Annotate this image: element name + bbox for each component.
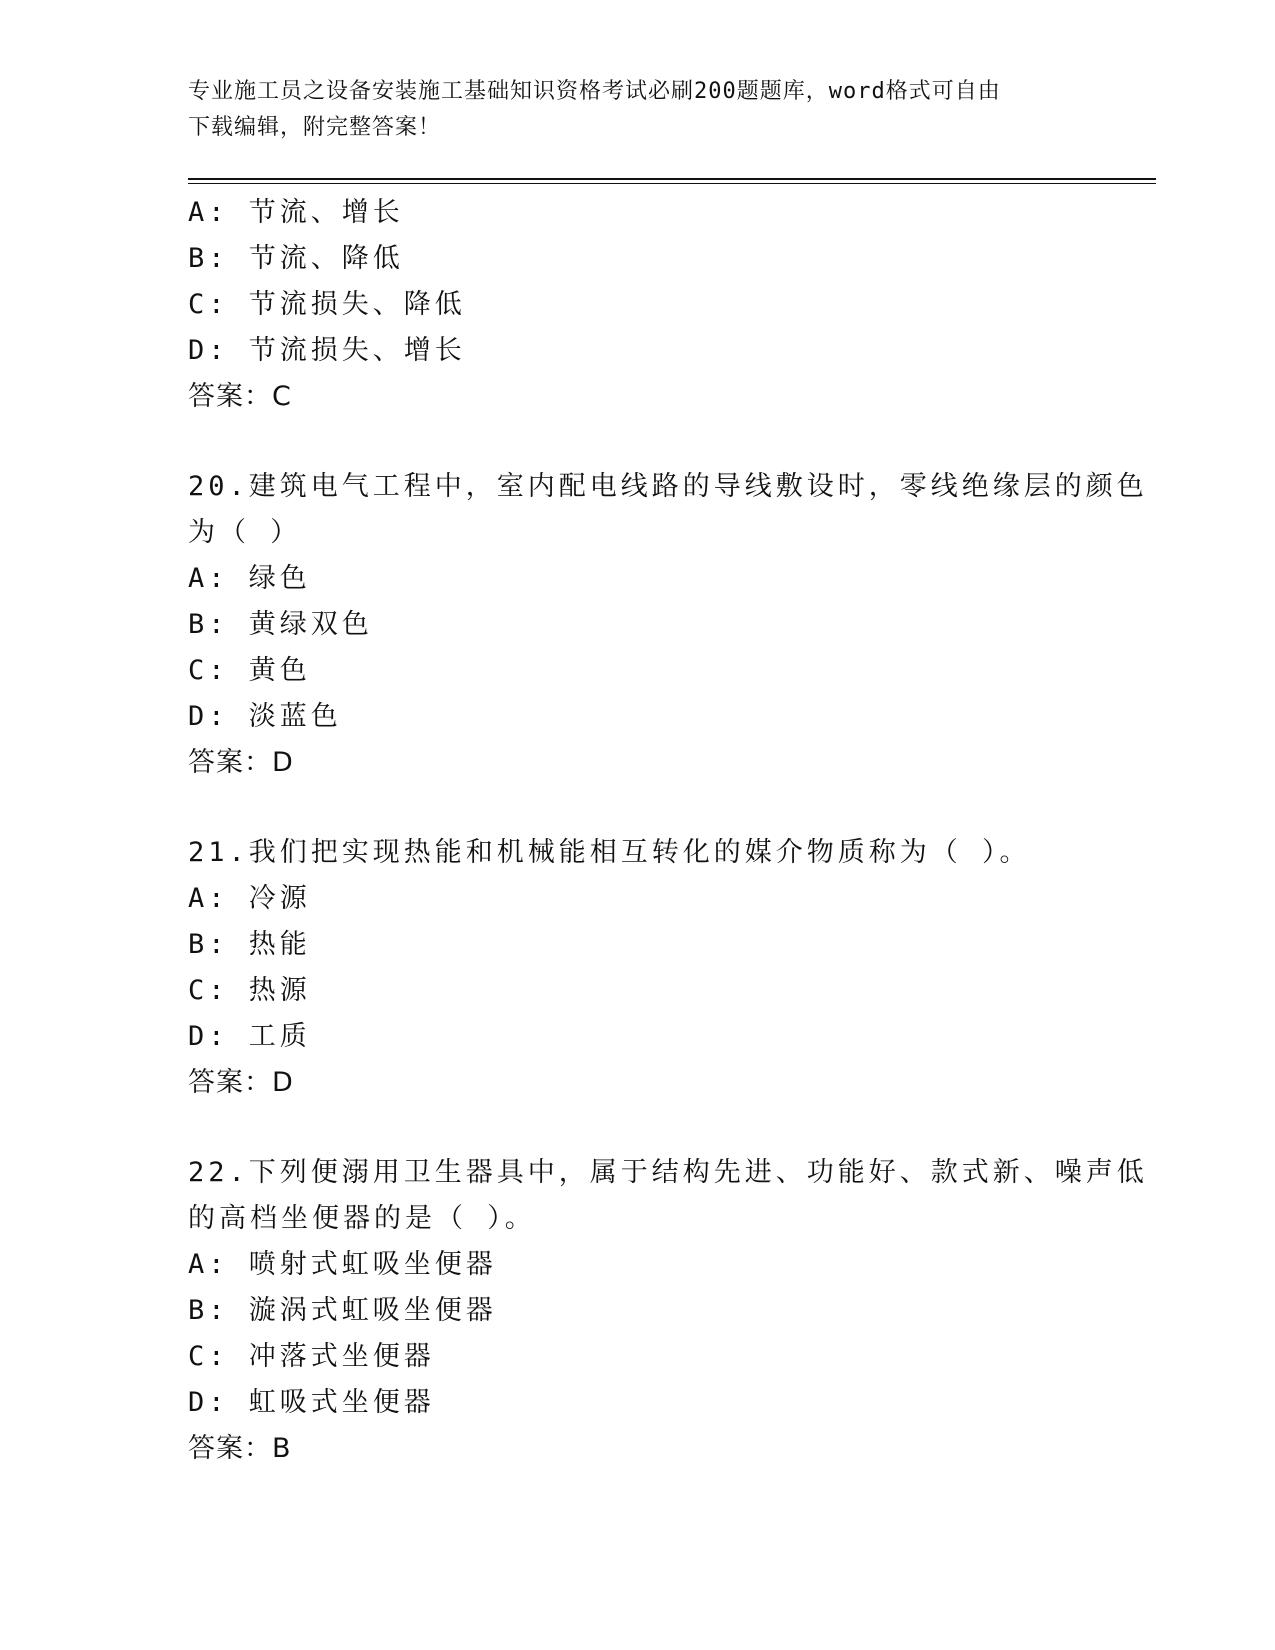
question-stem: 22.下列便溺用卫生器具中，属于结构先进、功能好、款式新、噪声低 bbox=[188, 1157, 1148, 1188]
option-d: D: 虹吸式坐便器 bbox=[188, 1387, 435, 1418]
option-d: D: 工质 bbox=[188, 1021, 311, 1052]
spacer bbox=[188, 420, 1088, 464]
option-a: A: 喷射式虹吸坐便器 bbox=[188, 1249, 497, 1280]
option-c: C: 冲落式坐便器 bbox=[188, 1341, 435, 1372]
question-stem: 21.我们把实现热能和机械能相互转化的媒介物质称为（ ）。 bbox=[188, 837, 1031, 868]
question-stem: 20.建筑电气工程中，室内配电线路的导线敷设时，零线绝缘层的颜色 bbox=[188, 471, 1148, 502]
question-stem-continued: 为（ ） bbox=[188, 517, 302, 548]
header-line-2: 下载编辑，附完整答案！ bbox=[188, 115, 442, 140]
spacer bbox=[188, 786, 1088, 830]
answer: 答案：D bbox=[188, 1067, 294, 1098]
option-a: A: 节流、增长 bbox=[188, 197, 404, 228]
option-b: B: 漩涡式虹吸坐便器 bbox=[188, 1295, 497, 1326]
option-d: D: 节流损失、增长 bbox=[188, 335, 466, 366]
question-19 bbox=[188, 190, 1088, 420]
header-rule-thin bbox=[188, 183, 1156, 184]
option-b: B: 黄绿双色 bbox=[188, 609, 373, 640]
header-line-1: 专业施工员之设备安装施工基础知识资格考试必刷200题题库，word格式可自由 bbox=[188, 79, 1001, 104]
option-a: A: 绿色 bbox=[188, 563, 311, 594]
document-header bbox=[188, 74, 1068, 146]
option-c: C: 黄色 bbox=[188, 655, 311, 686]
answer: 答案：D bbox=[188, 747, 294, 778]
option-c: C: 热源 bbox=[188, 975, 311, 1006]
option-d: D: 淡蓝色 bbox=[188, 701, 342, 732]
question-20 bbox=[188, 464, 1148, 786]
answer: 答案：C bbox=[188, 381, 292, 412]
answer: 答案：B bbox=[188, 1433, 292, 1464]
question-stem-continued: 的高档坐便器的是（ ）。 bbox=[188, 1203, 536, 1234]
option-a: A: 冷源 bbox=[188, 883, 311, 914]
header-rule-thick bbox=[188, 178, 1156, 180]
option-b: B: 节流、降低 bbox=[188, 243, 404, 274]
option-c: C: 节流损失、降低 bbox=[188, 289, 466, 320]
question-21 bbox=[188, 830, 1088, 1106]
question-22 bbox=[188, 1150, 1148, 1472]
option-b: B: 热能 bbox=[188, 929, 311, 960]
spacer bbox=[188, 1106, 1088, 1150]
question-list bbox=[188, 190, 1148, 1472]
